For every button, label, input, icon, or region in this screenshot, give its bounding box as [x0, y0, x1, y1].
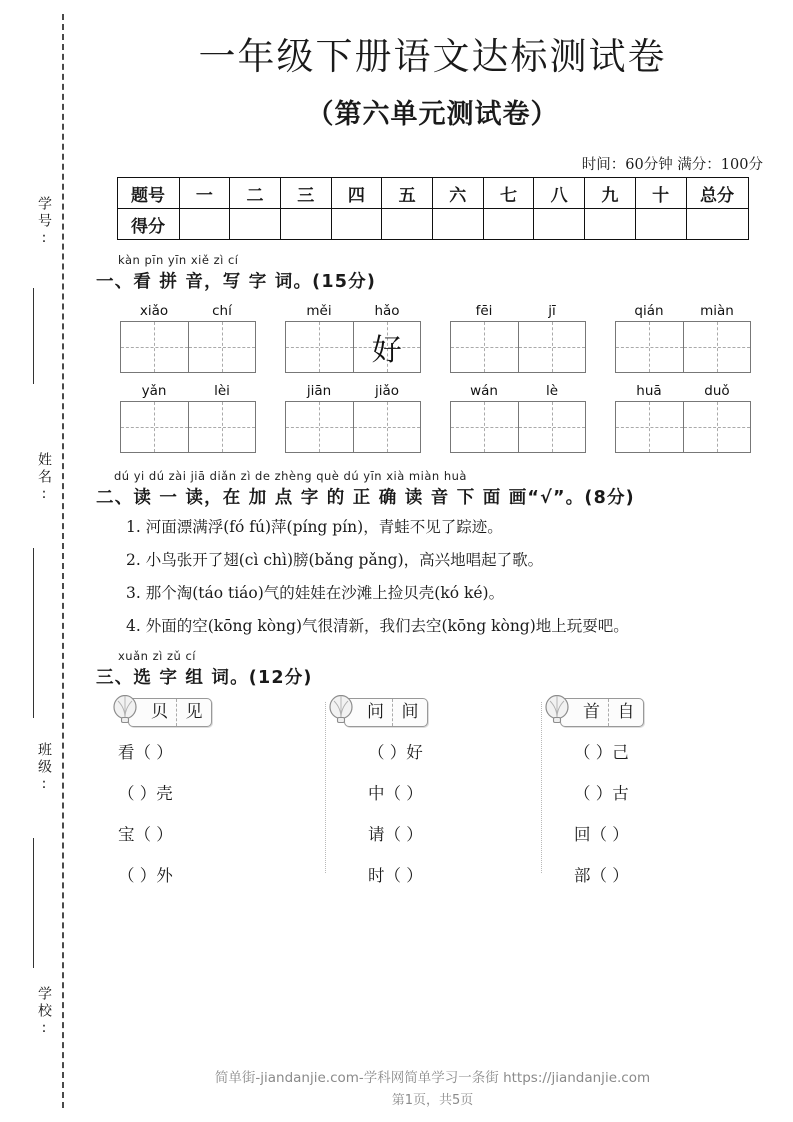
fill-blank-row	[118, 739, 769, 763]
score-col-10: 十	[635, 178, 686, 209]
pinyin-syllable: huā	[636, 383, 662, 399]
tianzige-box[interactable]	[615, 321, 751, 373]
section-two-title: 二、读 一 读，在 加 点 字 的 正 确 读 音 下 面 画“√”。(8分)	[96, 488, 635, 508]
fold-dashed-line	[62, 14, 64, 1108]
fill-blank-cell[interactable]: 宝（ ）	[118, 824, 173, 844]
pinyin-syllable: qián	[634, 303, 664, 319]
margin-label-student-id: 学号:	[36, 196, 52, 249]
page-subtitle: （第六单元测试卷）	[306, 99, 559, 130]
tianzige-box[interactable]	[120, 321, 256, 373]
score-input-10[interactable]	[635, 209, 686, 240]
binding-margin-strip	[0, 0, 72, 1122]
score-table-row-label-score: 得分	[117, 209, 179, 240]
pinyin-syllable: lèi	[214, 383, 230, 399]
balloon-icon	[544, 695, 574, 727]
tianzige-cell[interactable]	[616, 402, 684, 452]
score-col-6: 六	[432, 178, 483, 209]
choice-char[interactable]: 见	[185, 701, 203, 722]
pinyin-grid-item	[450, 383, 586, 453]
pinyin-grid-item	[285, 303, 421, 373]
pinyin-grid-item	[285, 383, 421, 453]
question-item[interactable]: 4. 外面的空(kōng kòng)气很清新，我们去空(kōng kòng)地上玩耍吧。	[126, 616, 629, 635]
tianzige-cell[interactable]	[286, 402, 354, 452]
pinyin-syllable: xiǎo	[139, 303, 169, 319]
choice-column	[118, 698, 334, 727]
tianzige-cell[interactable]	[451, 402, 519, 452]
score-table-row-label-number: 题号	[117, 178, 179, 209]
tianzige-cell[interactable]	[121, 402, 189, 452]
pinyin-syllable: miàn	[700, 303, 734, 319]
pinyin-grid-row-1	[96, 303, 769, 373]
section-three-title: 三、选 字 组 词。(12分)	[96, 667, 313, 688]
margin-rule-2	[33, 548, 34, 718]
tianzige-box[interactable]	[285, 401, 421, 453]
fill-blank-row	[118, 862, 769, 886]
choice-char[interactable]: 首	[575, 699, 609, 726]
fill-blank-cell[interactable]: 请（ ）	[368, 824, 423, 844]
choice-char[interactable]: 问	[359, 699, 393, 726]
footer-page-number: 第1页，共5页	[391, 1093, 474, 1108]
tianzige-cell[interactable]	[189, 402, 256, 452]
page-title: 一年级下册语文达标测试卷	[198, 35, 667, 78]
score-input-7[interactable]	[483, 209, 534, 240]
pinyin-label	[615, 383, 751, 399]
pinyin-grid-item	[615, 383, 751, 453]
tianzige-cell[interactable]	[616, 322, 684, 372]
fill-blank-cell[interactable]: （ ）好	[368, 742, 423, 762]
section-one	[96, 253, 769, 453]
score-input-8[interactable]	[534, 209, 585, 240]
pinyin-grid-item	[120, 303, 256, 373]
choice-char[interactable]: 间	[401, 701, 419, 722]
choice-char[interactable]: 自	[617, 701, 635, 722]
pinyin-syllable: hǎo	[374, 303, 400, 319]
choice-column	[334, 698, 550, 727]
pinyin-grid-item	[450, 303, 586, 373]
section-three	[96, 649, 769, 886]
choice-group-3[interactable]	[560, 698, 644, 727]
score-col-9: 九	[585, 178, 636, 209]
tianzige-box[interactable]	[615, 401, 751, 453]
tianzige-char-filled: 好	[371, 333, 402, 368]
choice-column	[550, 698, 766, 727]
margin-label-class: 班级:	[36, 742, 52, 795]
pinyin-label	[285, 303, 421, 319]
section-one-pinyin: kàn pīn yīn xiě zì cí	[118, 253, 239, 267]
pinyin-label	[450, 383, 586, 399]
score-col-1: 一	[179, 178, 230, 209]
character-choice-row	[96, 698, 769, 727]
tianzige-cell[interactable]	[684, 322, 751, 372]
question-item[interactable]: 3. 那个淘(táo tiáo)气的娃娃在沙滩上捡贝壳(kó ké)。	[126, 583, 505, 602]
score-input-5[interactable]	[382, 209, 433, 240]
page-footer	[72, 1066, 793, 1108]
score-col-4: 四	[331, 178, 382, 209]
score-input-6[interactable]	[432, 209, 483, 240]
fill-blank-cell[interactable]: （ ）己	[574, 742, 629, 762]
score-input-2[interactable]	[230, 209, 281, 240]
question-item[interactable]: 1. 河面漂满浮(fó fú)萍(píng pín)，青蛙不见了踪迹。	[126, 518, 503, 536]
score-table-header-row	[117, 178, 748, 209]
score-table	[117, 177, 749, 240]
section-two-pinyin: dú yi dú zài jiā diǎn zì de zhèng què dú yīn xià miàn huà	[114, 469, 467, 483]
section-three-pinyin: xuǎn zì zǔ cí	[118, 648, 196, 663]
tianzige-cell[interactable]	[189, 322, 256, 372]
score-input-9[interactable]	[585, 209, 636, 240]
margin-rule-3	[33, 838, 34, 968]
pinyin-syllable: měi	[306, 303, 332, 319]
choice-group-2[interactable]	[344, 698, 428, 727]
tianzige-cell[interactable]	[354, 402, 421, 452]
fill-blank-cell[interactable]: 中（ ）	[368, 783, 423, 803]
score-input-total[interactable]	[686, 209, 748, 240]
tianzige-box[interactable]	[450, 321, 586, 373]
score-input-4[interactable]	[331, 209, 382, 240]
pinyin-syllable: fēi	[475, 303, 493, 319]
fill-blank-row	[118, 780, 769, 804]
question-item[interactable]: 2. 小鸟张开了翅(cì chì)膀(bǎng pǎng)，高兴地唱起了歌。	[126, 550, 544, 569]
fill-blank-cell[interactable]: （ ）壳	[118, 783, 173, 803]
pinyin-syllable: yǎn	[141, 383, 167, 399]
pinyin-grid-item	[120, 383, 256, 453]
score-col-total: 总分	[686, 178, 748, 209]
balloon-icon	[328, 695, 358, 727]
score-col-7: 七	[483, 178, 534, 209]
pinyin-syllable: chí	[212, 303, 232, 319]
pinyin-label	[120, 383, 256, 399]
tianzige-cell[interactable]	[451, 322, 519, 372]
tianzige-box[interactable]	[285, 321, 421, 373]
section-two-question-list	[96, 517, 769, 637]
pinyin-syllable: jiān	[306, 383, 332, 399]
tianzige-cell[interactable]	[286, 322, 354, 372]
fill-blank-rows	[96, 739, 769, 886]
pinyin-label	[120, 303, 256, 319]
fill-blank-cell[interactable]: 时（ ）	[368, 865, 423, 885]
footer-source: 简单街-jiandanjie.com-学科网简单学习一条街 https://jiandanjie.com	[214, 1070, 651, 1086]
pinyin-label	[285, 383, 421, 399]
fill-blank-cell[interactable]: 回（ ）	[574, 824, 629, 844]
tianzige-cell[interactable]	[519, 322, 586, 372]
exam-meta-info: 时间：60分钟 满分：100分	[581, 157, 763, 173]
tianzige-cell[interactable]	[354, 322, 421, 372]
score-col-3: 三	[280, 178, 331, 209]
tianzige-cell[interactable]	[684, 402, 751, 452]
pinyin-syllable: jiǎo	[374, 383, 400, 399]
tianzige-box[interactable]	[450, 401, 586, 453]
score-table-value-row	[117, 209, 748, 240]
section-two	[96, 469, 769, 637]
fill-blank-cell[interactable]: 看（ ）	[118, 742, 173, 762]
margin-rule-1	[33, 288, 34, 384]
tianzige-cell[interactable]	[519, 402, 586, 452]
pinyin-grid-item	[615, 303, 751, 373]
tianzige-box[interactable]	[120, 401, 256, 453]
section-one-title: 一、看 拼 音，写 字 词。(15分)	[96, 272, 377, 292]
score-col-2: 二	[230, 178, 281, 209]
fill-blank-cell[interactable]: （ ）古	[574, 783, 629, 803]
score-col-8: 八	[534, 178, 585, 209]
tianzige-cell[interactable]	[121, 322, 189, 372]
choice-char[interactable]: 贝	[143, 699, 177, 726]
pinyin-label	[450, 303, 586, 319]
score-input-3[interactable]	[280, 209, 331, 240]
pinyin-label	[615, 303, 751, 319]
exam-page	[72, 0, 793, 1122]
fill-blank-cell[interactable]: 部（ ）	[574, 865, 629, 885]
pinyin-syllable: jī	[548, 303, 556, 319]
score-input-1[interactable]	[179, 209, 230, 240]
choice-group-1[interactable]	[128, 698, 212, 727]
margin-label-name: 姓名:	[36, 452, 52, 505]
fill-blank-cell[interactable]: （ ）外	[118, 865, 173, 885]
pinyin-syllable: duǒ	[704, 383, 730, 399]
fill-blank-row	[118, 821, 769, 845]
margin-label-school: 学校:	[36, 986, 52, 1039]
balloon-icon	[112, 695, 142, 727]
score-col-5: 五	[382, 178, 433, 209]
pinyin-syllable: lè	[545, 383, 559, 399]
pinyin-grid-row-2	[96, 383, 769, 453]
pinyin-syllable: wán	[470, 383, 498, 399]
